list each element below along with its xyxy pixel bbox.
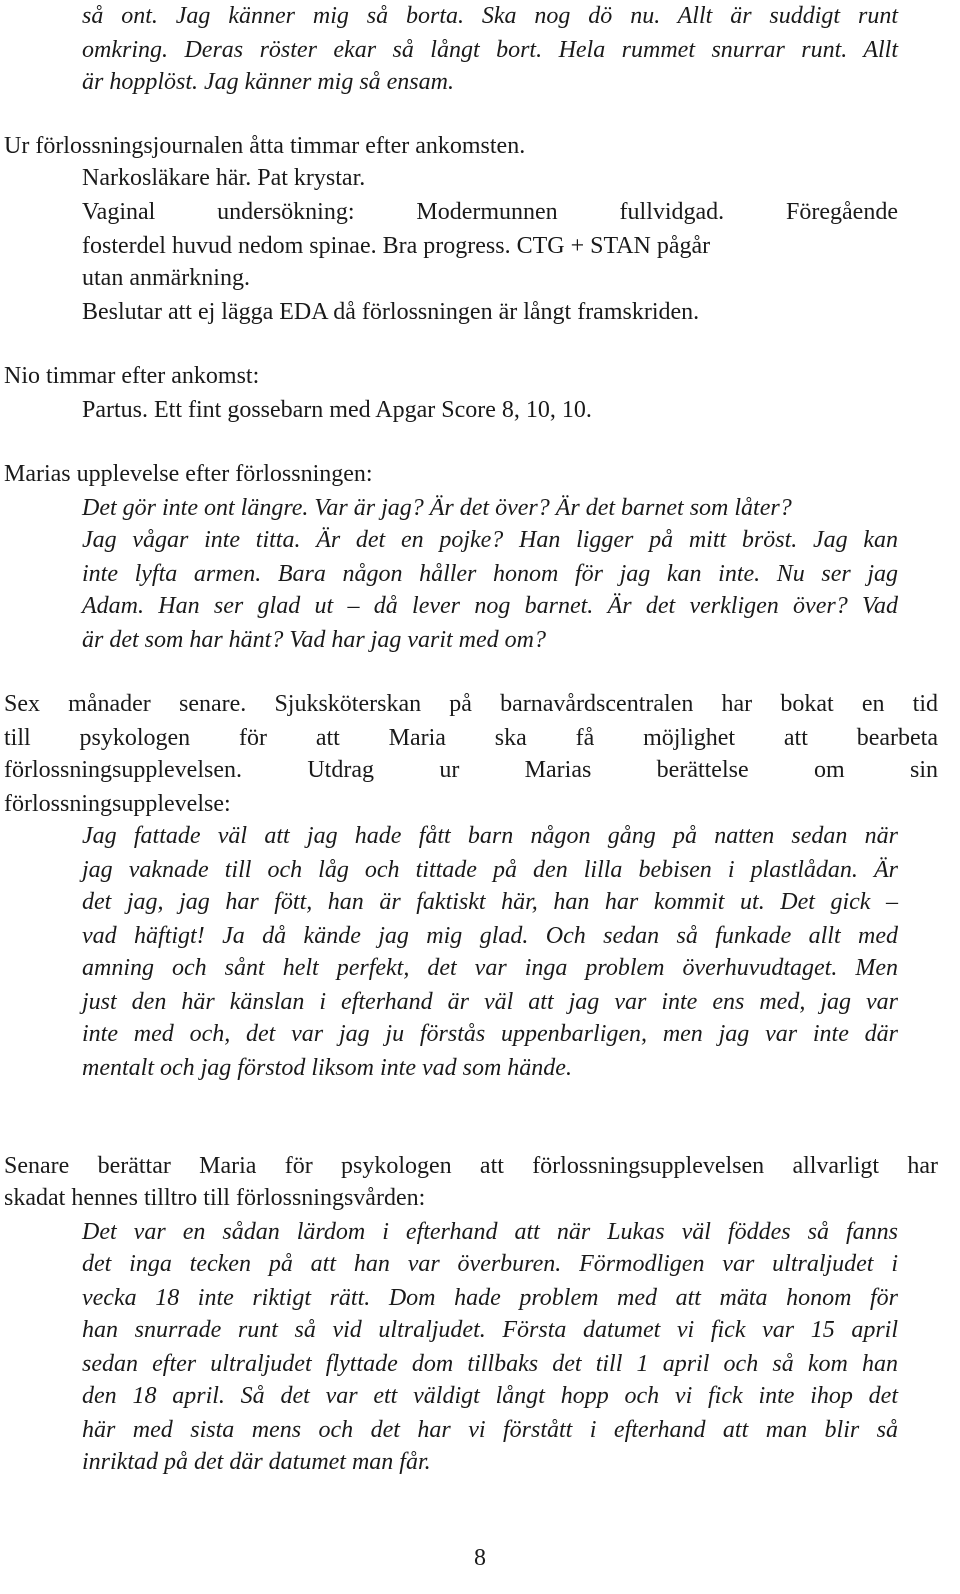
later-quote-line: här med sista mens och det har vi förstått i efterhand att man blir så xyxy=(82,1417,898,1443)
opening-italic-line: omkring. Deras röster ekar så långt bort. Hela rummet snurrar runt. Allt xyxy=(82,37,898,63)
journal-8h-heading: Ur förlossningsjournalen åtta timmar efter ankomsten. xyxy=(4,133,526,159)
six-months-quote-line: mentalt och jag förstod liksom inte vad som hände. xyxy=(82,1055,572,1081)
marias-experience-line: Adam. Han ser glad ut – då lever nog barnet. Är det verkligen över? Vad xyxy=(82,593,898,619)
later-quote-line: inriktad på det där datumet man får. xyxy=(82,1449,431,1475)
six-months-quote-line: jag vaknade till och låg och tittade på den lilla bebisen i plastlådan. Är xyxy=(82,857,898,883)
six-months-quote-line: just den här känslan i efterhand är väl att jag var inte ens med, jag var xyxy=(82,989,898,1015)
opening-italic-line: är hopplöst. Jag känner mig så ensam. xyxy=(82,69,454,95)
page-number: 8 xyxy=(474,1545,486,1571)
marias-experience-line: är det som har hänt? Vad har jag varit med om? xyxy=(82,627,546,653)
six-months-quote-line: vad häftigt! Ja då kände jag mig glad. Och sedan så funkade allt med xyxy=(82,923,898,949)
marias-experience-line: inte lyfta armen. Bara någon håller honom för jag kan inte. Nu ser jag xyxy=(82,561,898,587)
opening-italic-line: så ont. Jag känner mig så borta. Ska nog dö nu. Allt är suddigt runt xyxy=(82,3,898,29)
six-months-line: förlossningsupplevelse: xyxy=(4,791,231,817)
six-months-quote-line: Jag fattade väl att jag hade fått barn någon gång på natten sedan när xyxy=(82,823,898,849)
marias-experience-line: Det gör inte ont längre. Var är jag? Är det över? Är det barnet som låter? xyxy=(82,495,792,521)
later-line: Senare berättar Maria för psykologen att förlossningsupplevelsen allvarligt har xyxy=(4,1153,938,1179)
six-months-line: till psykologen för att Maria ska få möjlighet att bearbeta xyxy=(4,725,938,751)
six-months-quote-line: inte med och, det var jag ju förstås uppenbarligen, men jag var inte där xyxy=(82,1021,898,1047)
journal-8h-line: utan anmärkning. xyxy=(82,265,250,291)
marias-experience-heading: Marias upplevelse efter förlossningen: xyxy=(4,461,373,487)
six-months-quote-line: det jag, jag har fött, han är faktiskt här, han har kommit ut. Det gick – xyxy=(82,889,898,915)
journal-9h-line: Partus. Ett fint gossebarn med Apgar Score 8, 10, 10. xyxy=(82,397,592,423)
journal-8h-line: Vaginal undersökning: Modermunnen fullvidgad. Föregående xyxy=(82,199,898,225)
later-quote-line: han snurrade runt så vid ultraljudet. Första datumet vi fick var 15 april xyxy=(82,1317,898,1343)
journal-8h-line: Beslutar att ej lägga EDA då förlossningen är långt framskriden. xyxy=(82,299,700,325)
journal-8h-line: Narkosläkare här. Pat krystar. xyxy=(82,165,366,191)
later-quote-line: sedan efter ultraljudet flyttade dom tillbaks det till 1 april och så kom han xyxy=(82,1351,898,1377)
six-months-quote-line: amning och sånt helt perfekt, det var inga problem överhuvudtaget. Men xyxy=(82,955,898,981)
later-quote-line: det inga tecken på att han var överburen. Förmodligen var ultraljudet i xyxy=(82,1251,898,1277)
marias-experience-line: Jag vågar inte titta. Är det en pojke? Han ligger på mitt bröst. Jag kan xyxy=(82,527,898,553)
later-quote-line: Det var en sådan lärdom i efterhand att när Lukas väl föddes så fanns xyxy=(82,1219,898,1245)
journal-8h-line: fosterdel huvud nedom spinae. Bra progress. CTG + STAN pågår xyxy=(82,233,711,259)
six-months-line: förlossningsupplevelsen. Utdrag ur Marias berättelse om sin xyxy=(4,757,938,783)
journal-9h-heading: Nio timmar efter ankomst: xyxy=(4,363,260,389)
later-line: skadat hennes tilltro till förlossningsvården: xyxy=(4,1185,426,1211)
later-quote-line: vecka 18 inte riktigt rätt. Dom hade problem med att mäta honom för xyxy=(82,1285,898,1311)
later-quote-line: den 18 april. Så det var ett väldigt långt hopp och vi fick inte ihop det xyxy=(82,1383,898,1409)
six-months-line: Sex månader senare. Sjuksköterskan på barnavårdscentralen har bokat en tid xyxy=(4,691,938,717)
